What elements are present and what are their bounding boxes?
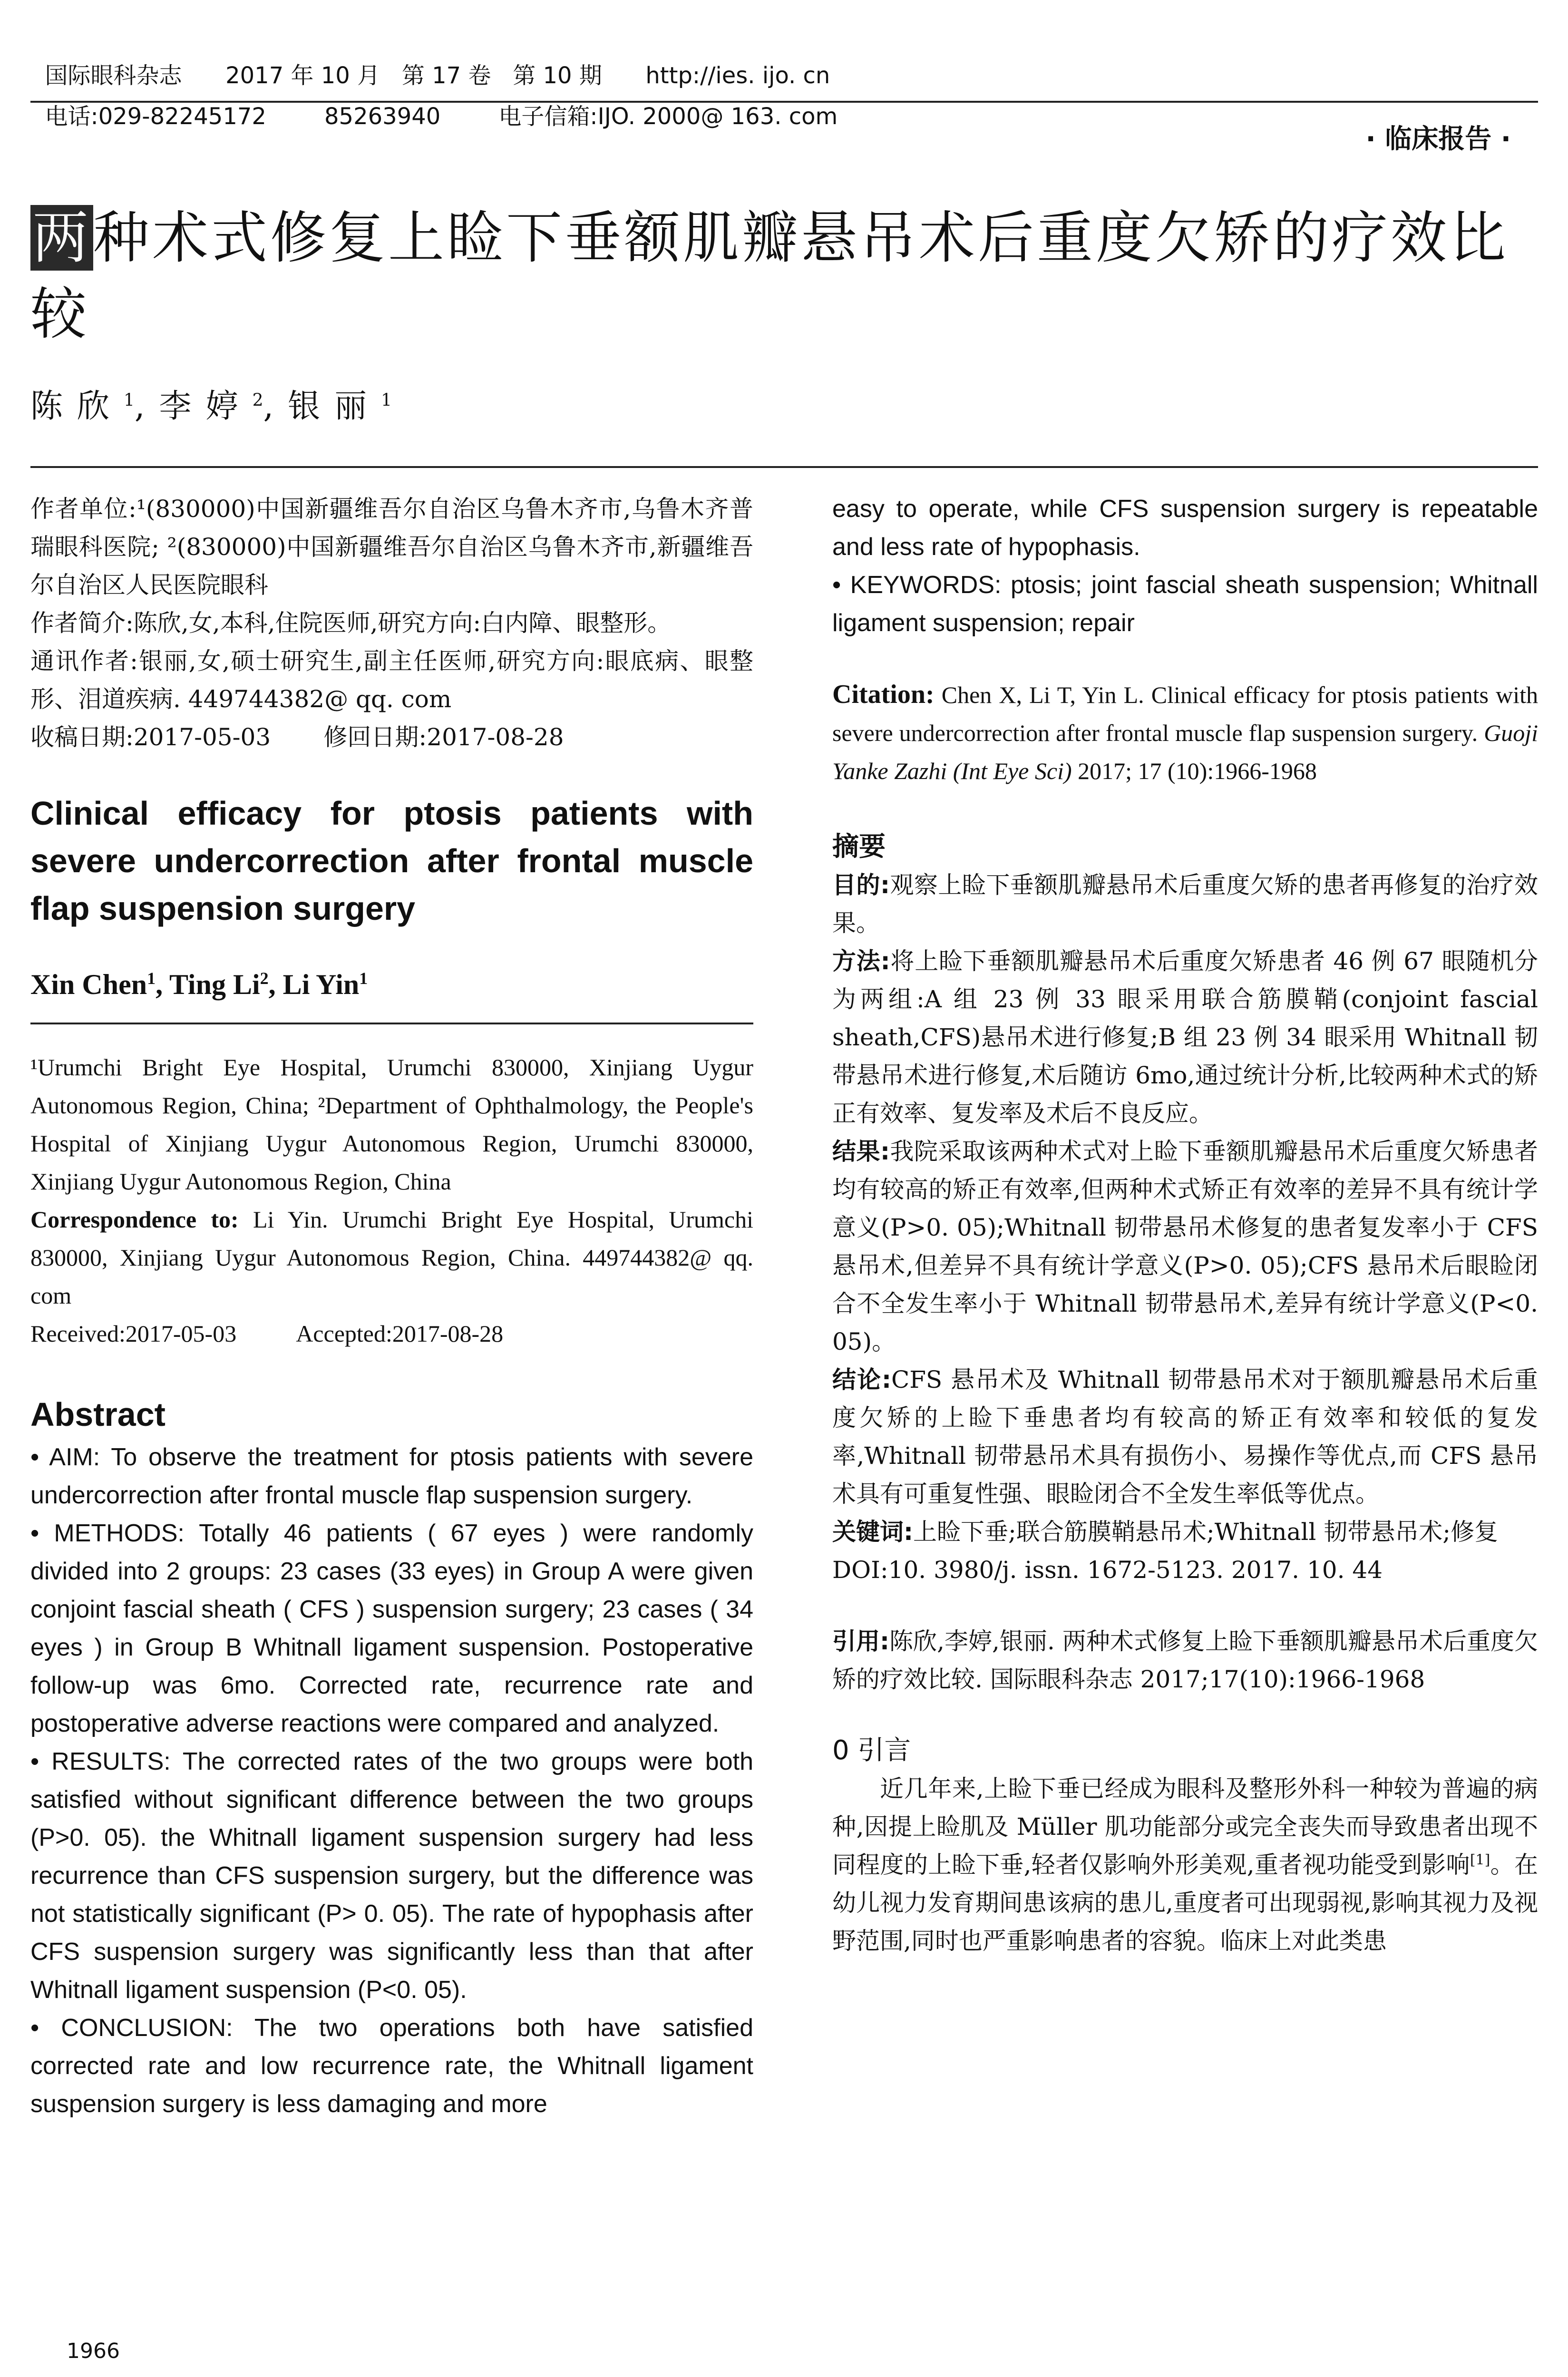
received-en: Received:2017-05-03 <box>30 1320 237 1347</box>
page-number: 1966 <box>67 2339 120 2363</box>
citation-label: Citation: <box>832 680 935 709</box>
keywords-label: 关键词: <box>832 1518 913 1546</box>
article-title <box>30 200 1538 352</box>
en-author-1: Xin Chen <box>30 969 147 1000</box>
citation-zh <box>832 1622 1538 1698</box>
results-label: 结果: <box>832 1138 890 1165</box>
zh-methods <box>832 942 1538 1132</box>
en-authors-rule <box>30 1023 753 1024</box>
methods-text: 将上睑下垂额肌瓣悬吊术后重度欠矫患者 46 例 67 眼随机分为两组:A 组 23 例 33 眼采用联合筋膜鞘(conjoint fascial sheath,CFS)悬吊术进行修复;B 组 23 例 34 眼采用 Whitnall 韧带悬吊术进行修复,术后随访 6mo,通过统计分析,比较两种术式的矫正有效率、复发率及术后不良反应。 <box>832 947 1538 1127</box>
intro-paragraph <box>832 1770 1538 1960</box>
intro-tail: 。在幼儿视力发育期间患该病的患儿,重度者可出现弱视,影响其视力及视野范围,同时也严重影响患者的容貌。临床上对此类患 <box>832 1851 1538 1955</box>
affiliation-zh: 作者单位:¹(830000)中国新疆维吾尔自治区乌鲁木齐市,乌鲁木齐普瑞眼科医院; ²(830000)中国新疆维吾尔自治区乌鲁木齐市,新疆维吾尔自治区人民医院眼科 <box>30 495 753 599</box>
abstract-heading: Abstract <box>30 1396 166 1433</box>
correspondence-label: Correspondence to: <box>30 1206 239 1233</box>
received-zh: 收稿日期:2017-05-03 <box>30 723 271 751</box>
english-affiliation: ¹Urumchi Bright Eye Hospital, Urumchi 830000, Xinjiang Uygur Autonomous Region, China; ²Department of Ophthalmology, the People's Hospital of Xinjiang Uygur Autonomous Region, Urumchi 830000, Xinjiang Uygur Autonomous Region, China <box>30 1054 753 1195</box>
cite-zh-text: 陈欣,李婷,银丽. 两种术式修复上睑下垂额肌瓣悬吊术后重度欠矫的疗效比较. 国际眼科杂志 2017;17(10):1966-1968 <box>832 1627 1538 1693</box>
en-author-1-sup: 1 <box>147 969 156 988</box>
keywords-text: 上睑下垂;联合筋膜鞘悬吊术;Whitnall 韧带悬吊术;修复 <box>913 1518 1499 1546</box>
right-column <box>832 490 1538 1960</box>
citation-journal: Guoji Yanke Zazhi (Int Eye Sci) <box>832 720 1538 784</box>
english-authors: Xin Chen$^1$, Ting Li$^2$, Li Yin$^1$ <box>30 969 368 1000</box>
correspondence-zh: 通讯作者:银丽,女,硕士研究生,副主任医师,研究方向:眼底病、眼整形、泪道疾病. 449744382@ qq. com <box>30 647 753 713</box>
left-column <box>30 490 753 2123</box>
conclusion-text: CFS 悬吊术及 Whitnall 韧带悬吊术对于额肌瓣悬吊术后重度欠矫的上睑下垂患者均有较高的矫正有效率和较低的复发率,Whitnall 韧带悬吊术具有损伤小、易操作等优点,而 CFS 悬吊术具有可重复性强、眼睑闭合不全发生率低等优点。 <box>832 1366 1538 1508</box>
results-text: 我院采取该两种术式对上睑下垂额肌瓣悬吊术后重度欠矫患者均有较高的矫正有效率,但两种术式矫正有效率的差异不具有统计学意义(P>0. 05);Whitnall 韧带悬吊术修复的患者复发率小于 CFS 悬吊术,但差异不具有统计学意义(P>0. 05);CFS 悬吊术后眼睑闭合不全发生率小于 Whitnall 韧带悬吊术,差异有统计学意义(P<0. 05)。 <box>832 1138 1539 1355</box>
abstract-keywords: • KEYWORDS: ptosis; joint fascial sheath suspension; Whitnall ligament suspension; repair <box>832 571 1538 637</box>
zh-conclusion <box>832 1361 1538 1513</box>
author-line: 陈欣$^1$,李婷$^2$,银丽$^1$ <box>30 388 392 425</box>
abstract-conclusion-cont: easy to operate, while CFS suspension surgery is repeatable and less rate of hypophasis. <box>832 495 1538 561</box>
zh-aim <box>832 866 1538 942</box>
author-1: 陈欣 <box>30 388 124 425</box>
dates-zh <box>30 718 753 756</box>
aim-text: 观察上睑下垂额肌瓣悬吊术后重度欠矫的患者再修复的治疗效果。 <box>832 871 1539 937</box>
intro-reference[interactable]: [1] <box>1470 1851 1490 1869</box>
doi[interactable]: DOI:10. 3980/j. issn. 1672-5123. 2017. 10. 44 <box>832 1556 1383 1584</box>
en-author-2-sup: 2 <box>260 969 269 988</box>
title-rest: 种术式修复上睑下垂额肌瓣悬吊术后重度欠矫的疗效比较 <box>30 205 1509 347</box>
english-correspondence <box>30 1200 753 1315</box>
zh-keywords <box>832 1513 1538 1551</box>
methods-label: 方法: <box>832 947 890 975</box>
conclusion-label: 结论: <box>832 1366 891 1393</box>
revised-zh: 修回日期:2017-08-28 <box>323 723 564 751</box>
email[interactable]: 电子信箱:IJO. 2000@ 163. com <box>498 103 838 130</box>
citation-text: Chen X, Li T, Yin L. Clinical efficacy for ptosis patients with severe undercorrection after frontal muscle flap suspension surgery. <box>832 682 1538 746</box>
section-label: · 临床报告 · <box>1365 124 1511 155</box>
issue-info: 2017 年 10 月 第 17 卷 第 10 期 <box>225 62 602 89</box>
title-first-char: 两 <box>30 205 93 271</box>
title-rule <box>30 466 1538 468</box>
intro-text: 近几年来,上睑下垂已经成为眼科及整形外科一种较为普遍的病种,因提上睑肌及 Müller 肌功能部分或完全丧失而导致患者出现不同程度的上睑下垂,轻者仅影响外形美观,重者视功能受到影响 <box>832 1775 1538 1879</box>
zh-abstract-heading: 摘要 <box>832 831 886 862</box>
english-title: Clinical efficacy for ptosis patients with severe undercorrection after frontal muscle flap suspension surgery <box>30 795 753 927</box>
abstract-conclusion: • CONCLUSION: The two operations both have satisfied corrected rate and low recurrence rate, the Whitnall ligament suspension surgery is less damaging and more <box>30 2014 753 2118</box>
phone2: 85263940 <box>324 103 441 130</box>
abstract-aim: • AIM: To observe the treatment for ptosis patients with severe undercorrection after frontal muscle flap suspension surgery. <box>30 1443 753 1509</box>
header-rule <box>30 101 1538 103</box>
cite-zh-label: 引用: <box>832 1627 890 1655</box>
english-dates <box>30 1315 753 1353</box>
abstract-methods: • METHODS: Totally 46 patients ( 67 eyes ) were randomly divided into 2 groups: 23 cases (33 eyes) in Group A were given conjoint fascial sheath ( CFS ) suspension surgery; 23 cases ( 34 eyes ) in Group B Whitnall ligament suspension. Postoperative follow-up was 6mo. Corrected rate, recurrence rate and postoperative adverse reactions were compared and analyzed. <box>30 1520 753 1737</box>
accepted-en: Accepted:2017-08-28 <box>296 1320 504 1347</box>
author-1-sup: 1 <box>124 390 135 410</box>
en-author-2: Ting Li <box>169 969 260 1000</box>
zh-results <box>832 1132 1538 1361</box>
author-2: 李婷 <box>159 388 253 425</box>
running-header-line2 <box>30 61 838 135</box>
author-3: 银丽 <box>288 388 381 425</box>
en-author-3-sup: 1 <box>359 969 368 988</box>
aim-label: 目的: <box>832 871 890 899</box>
citation-en <box>832 675 1538 790</box>
abstract-results: • RESULTS: The corrected rates of the two groups were both satisfied without significant difference between the two groups (P>0. 05). the Whitnall ligament suspension surgery had less recurrence than CFS suspension surgery, but the difference was not statistically significant (P> 0. 05). The rate of hypophasis after CFS suspension surgery was significantly less than that after Whitnall ligament suspension (P<0. 05). <box>30 1748 753 2004</box>
phone: 电话:029-82245172 <box>45 103 266 130</box>
journal-name: 国际眼科杂志 <box>45 62 182 89</box>
author-bio: 作者简介:陈欣,女,本科,住院医师,研究方向:白内障、眼整形。 <box>30 609 672 637</box>
author-2-sup: 2 <box>252 390 263 410</box>
journal-url[interactable]: http://ies. ijo. cn <box>645 62 830 89</box>
intro-heading: 0 引言 <box>832 1735 911 1766</box>
correspondence-text: Li Yin. Urumchi Bright Eye Hospital, Urumchi 830000, Xinjiang Uygur Autonomous Region, China. 449744382@ qq. com <box>30 1206 754 1309</box>
en-author-3: Li Yin <box>282 969 360 1000</box>
author-3-sup: 1 <box>381 390 392 410</box>
citation-tail: 2017; 17 (10):1966-1968 <box>1078 758 1317 784</box>
